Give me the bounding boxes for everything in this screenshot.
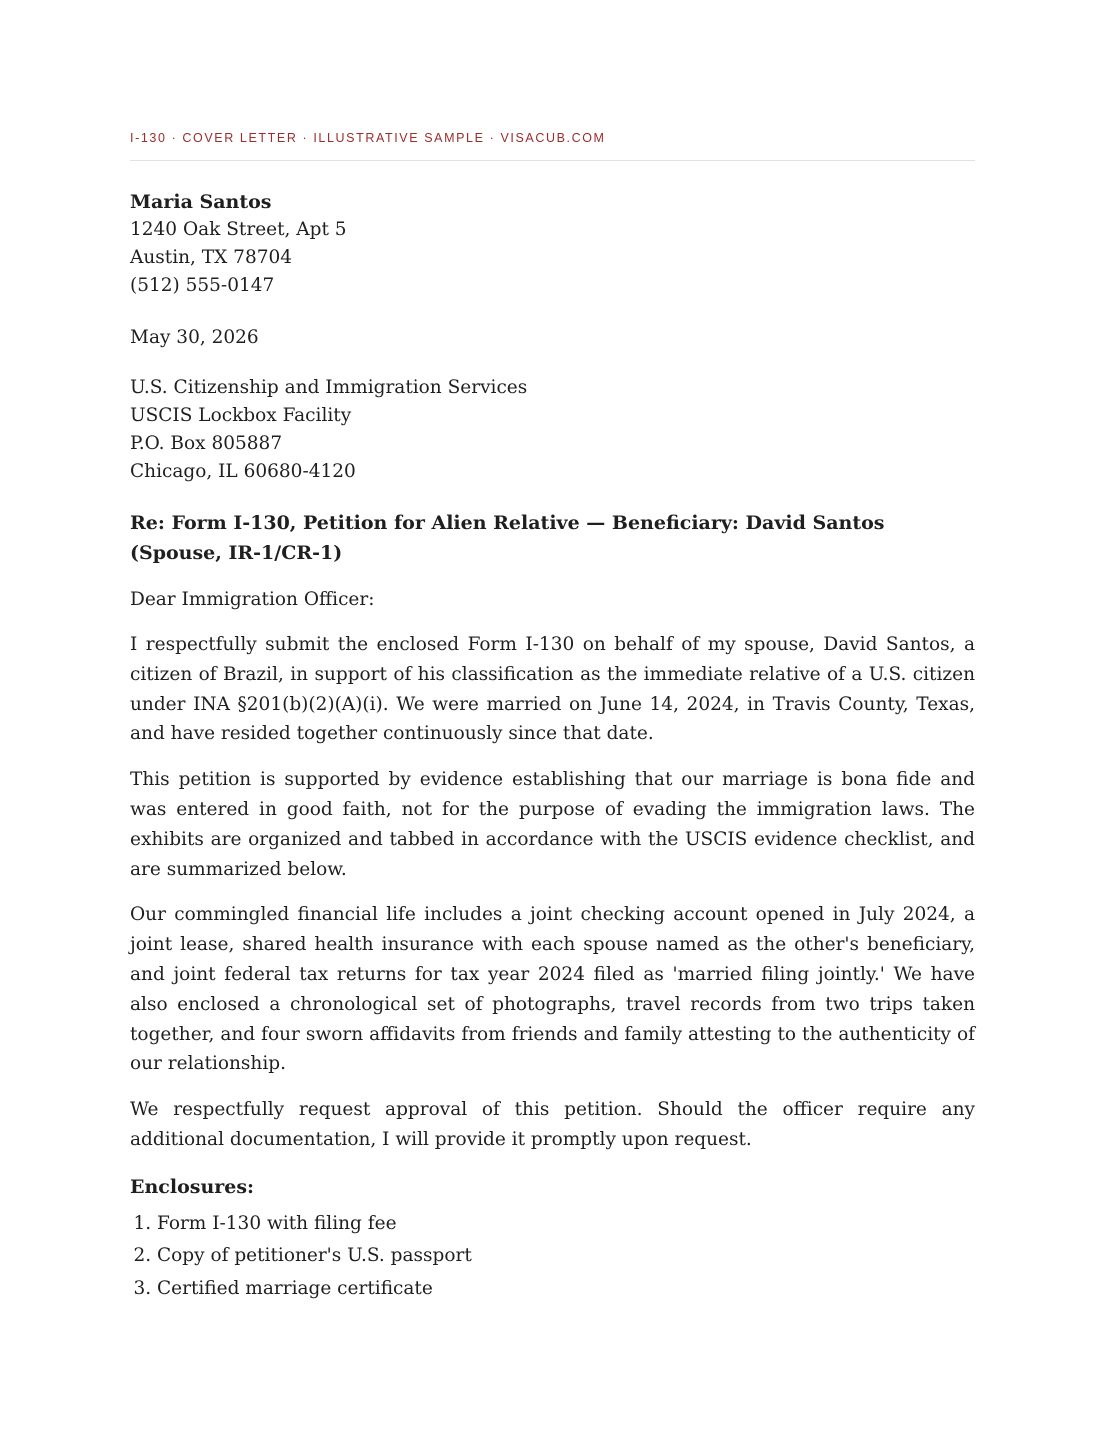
body-paragraph: I respectfully submit the enclosed Form I-130 on behalf of my spouse, David Santos, a citizen of Brazil, in support of his classification as the immediate relative of a U.S. citizen under INA §201(b)(2)(A)(i). We were married on June 14, 2024, in Travis County, Texas, and have resided together continuously since that date. [130, 634, 975, 745]
recipient-block [130, 374, 975, 486]
body-paragraph: This petition is supported by evidence establishing that our marriage is bona fide and was entered in good faith, not for the purpose of evading the immigration laws. The exhibits are organized and tabbed in accordance with the USCIS evidence checklist, and are summarized below. [130, 769, 975, 880]
subject-line: Re: Form I-130, Petition for Alien Relative — Beneficiary: David Santos (Spouse, IR-1/CR-1) [130, 512, 885, 564]
enclosure-item: 3. Certified marriage certificate [157, 1273, 975, 1306]
enclosures-heading: Enclosures: [130, 1175, 255, 1198]
sender-phone: (512) 555-0147 [130, 275, 275, 296]
sender-address-line2: Austin, TX 78704 [130, 247, 293, 268]
sender-name: Maria Santos [130, 191, 272, 213]
recipient-line4: Chicago, IL 60680-4120 [130, 461, 356, 482]
enclosures-list [130, 1208, 975, 1306]
salutation: Dear Immigration Officer: [130, 589, 375, 610]
body-paragraph: We respectfully request approval of this petition. Should the officer require any additional documentation, I will provide it promptly upon request. [130, 1099, 975, 1150]
letter-date: May 30, 2026 [130, 327, 259, 348]
header-divider [130, 160, 975, 161]
sender-address-line1: 1240 Oak Street, Apt 5 [130, 219, 347, 240]
recipient-line2: USCIS Lockbox Facility [130, 405, 352, 426]
body-paragraph: Our commingled financial life includes a joint checking account opened in July 2024, a joint lease, shared health insurance with each spouse named as the other's beneficiary, and joint federal tax returns for tax year 2024 filed as 'married filing jointly.' We have also enclosed a chronological set of photographs, travel records from two trips taken together, and four sworn affidavits from friends and family attesting to the authenticity of our relationship. [130, 904, 975, 1075]
sender-block [130, 188, 975, 300]
letter-body [130, 188, 975, 1305]
document-header-strip: I-130 · COVER LETTER · ILLUSTRATIVE SAMPLE · VISACUB.COM [130, 131, 606, 145]
enclosure-item: 2. Copy of petitioner's U.S. passport [157, 1240, 975, 1273]
recipient-line1: U.S. Citizenship and Immigration Services [130, 377, 528, 398]
enclosure-item: 1. Form I-130 with filing fee [157, 1208, 975, 1241]
recipient-line3: P.O. Box 805887 [130, 433, 283, 454]
